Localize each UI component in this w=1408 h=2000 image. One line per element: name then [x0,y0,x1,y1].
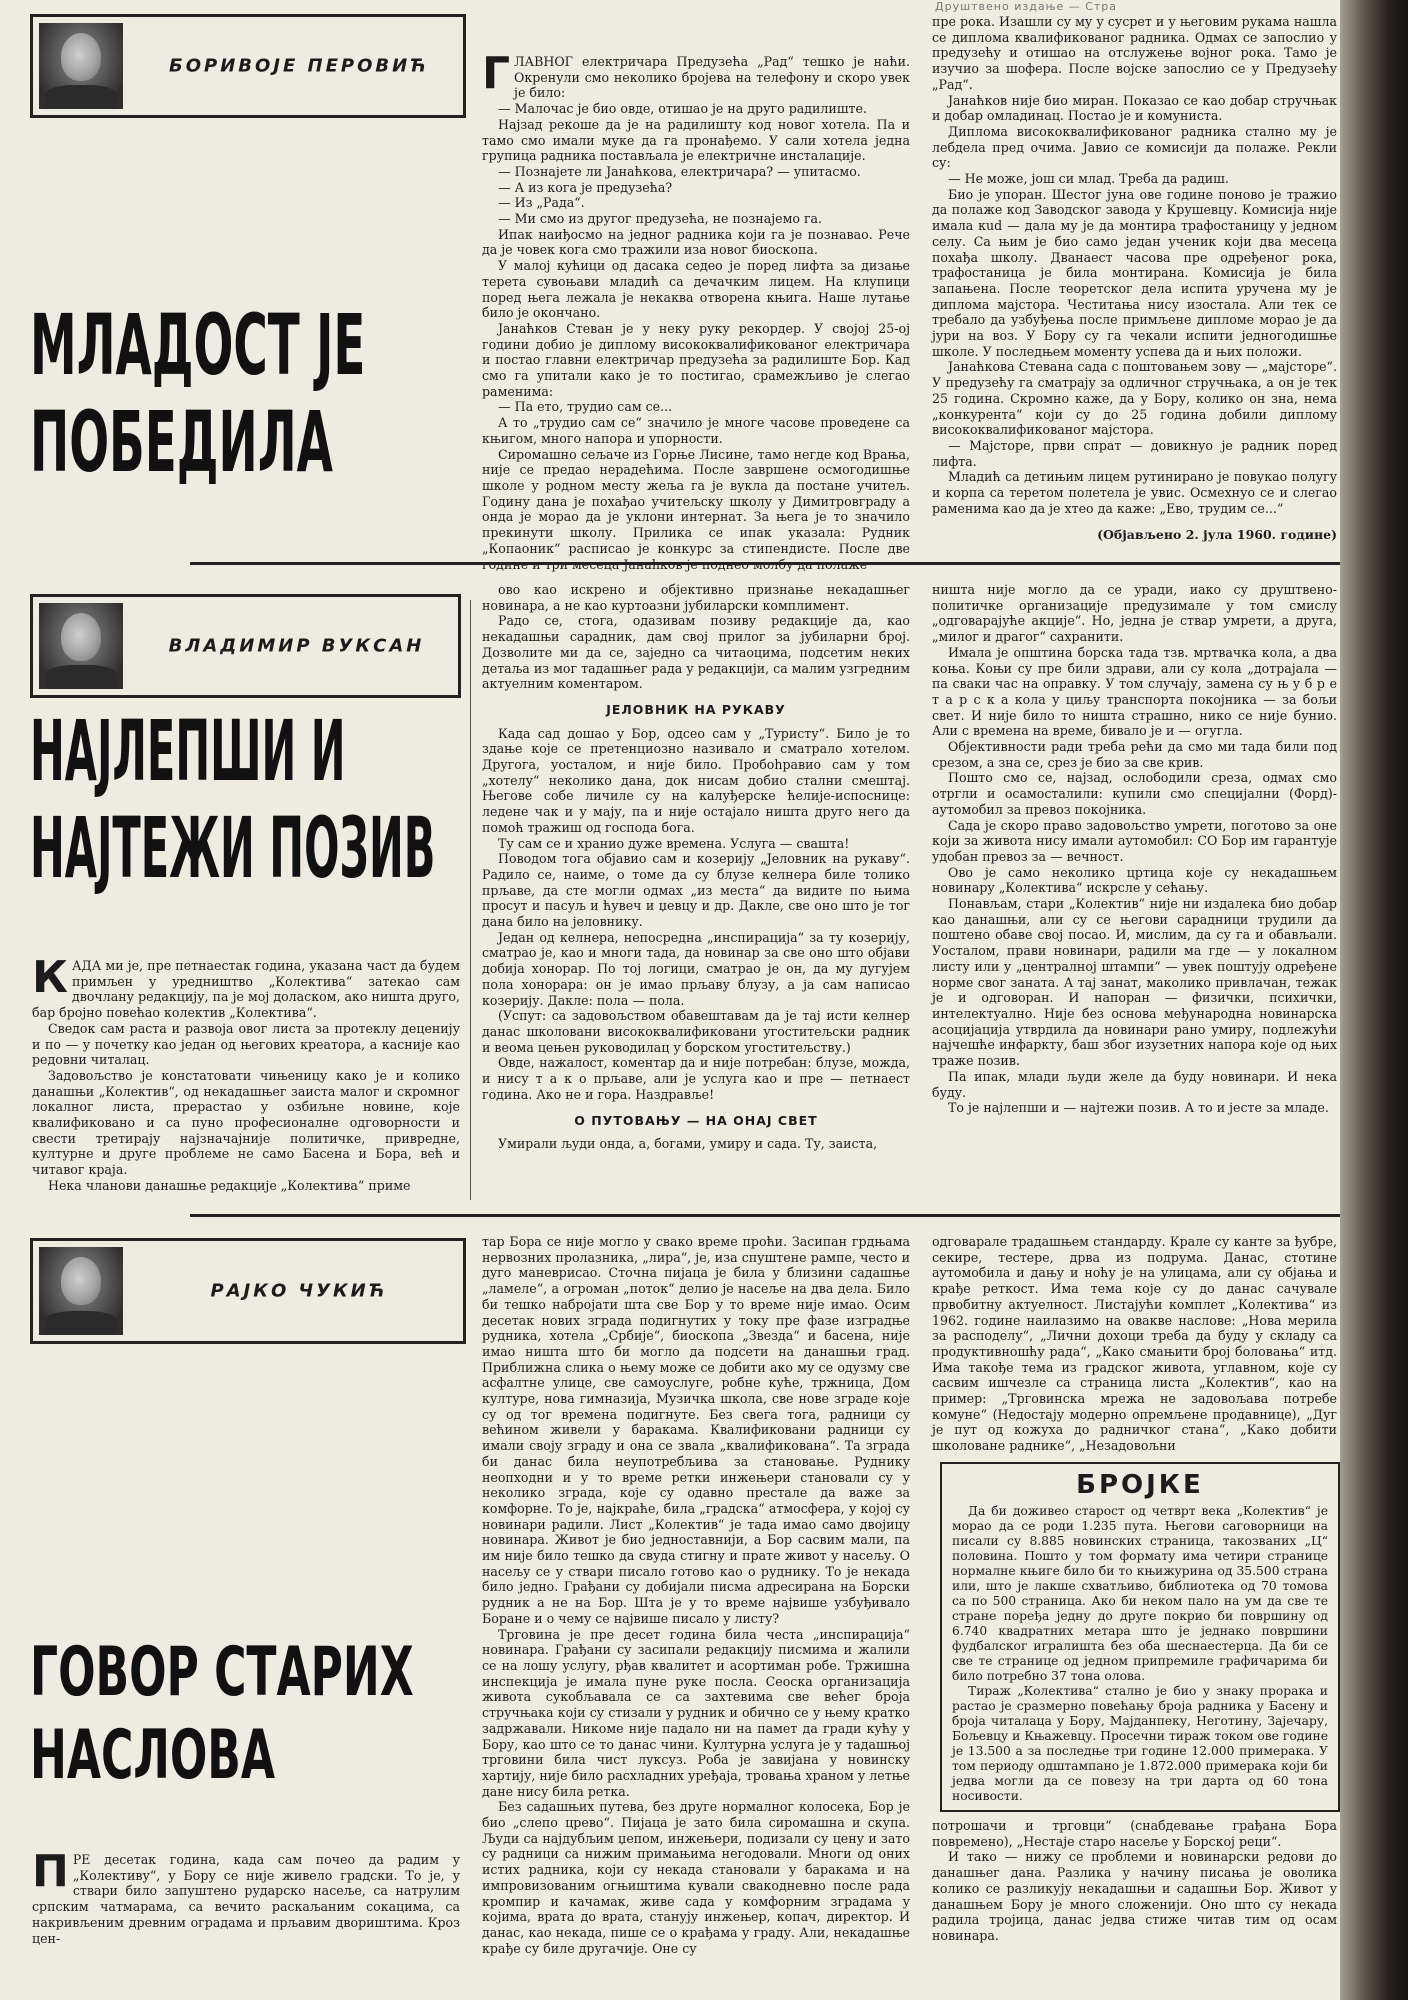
article-headline: НАЈЛЕПШИ И НАЈТЕЖИ ПОЗИВ [30,702,436,897]
author-name: БОРИВОЈЕ ПЕРОВИЋ [168,55,429,77]
author-box-cukic [30,1238,466,1344]
author-photo [39,603,123,689]
page-binding-edge [1340,0,1408,2000]
article-column: К АДА ми је, пре петнаестак година, указана част да будем примљен у уредништво „Колектива“ затекао сам двочлану редакцију, па је мој доласком, ако ништа друго, бар бројно повећао колектив „Колектива“. Сведок сам раста и развоја овог листа за протеклу деценију и по — у почетку као један од његових креатора, а касније као редовни читалац. Задовољство је констатовати чињеницу како је и колико данашњи „Колектив“, од некадашњег заиста малог и скромног локалног листа, прерастао у озбиљне новине, које квалификовано и са пуно професионалне одговорности и свести третирају најзначајније политичке, привредне, културне и друге проблеме не само Басена и Бора, већ и читавог краја. Нека чланови данашње редакције „Колектива“ приме [32,952,460,1193]
article-headline: МЛАДОСТ ЈЕ ПОБЕДИЛА [30,296,366,491]
column-divider [470,600,471,1200]
section-divider [190,562,1340,565]
box-title: БРОЈКЕ [1076,1470,1204,1500]
article-column: ово као искрено и објективно признање некадашњег новинара, а не као куртоазни јубиларски комплимент. Радо се, стога, одазивам позиву редакције да, као некадашњи сарадник, дам свој прилог за јубиларни број. Дозволите ми да се, заједно са читаоцима, подсетим неких детаља из мог тадашњег рада у редакцији, са малим узгредним актуелним коментаром. ЈЕЛОВНИК НА РУКАВУ Када сад дошао у Бор, одсео сам у „Туристу“. Било је то здање које се претенциозно називало и сматрало хотелом. Другога, уосталом, и није било. Пробоhравио сам у том „хотелу“ неколико дана, док нисам добио стални смештај. Његове собе личиле су на калуђерске ћелије-испоснице: ледене чак и у мају, па и није остајало ништа друго него да помоћ тражиш од господа бога. Ту сам се и хранио дуже времена. Услуга — сваштa! Поводом тога објавио сам и козерију „Јеловник на рукаву“. Радило се, наиме, о томе да су блузе келнера биле толико прљаве, да сте могли одмах „из места“ да видите по њима просут и пасуљ и ћувеч и џевцу и др. Дакле, све оно што је тог дана било на јеловнику. Један од келнера, непосредна „инспирација“ за ту козерију, сматрао је, као и многи тада, да новинар за све оно што објави добија хонорар. По тој логици, сматрао је он, да му дугујем пола хонорара: он је имао прљаву блузу, а ја сам написао козерију. Дакле: пола — пола. (Успут: са задовољством обавештавам да је тај исти келнер данас школовани висококвалификовани угоститељски радник и веома цењен руководилац у борском угоститељству.) Овде, нажалост, коментар да и није потребан: блузе, можда, и нису т а к о прљаве, али је услуга као и пре — петнаест година. Ако не и гора. Наздравље! О ПУТОВАЊУ — НА ОНАЈ СВЕТ Умирали људи онда, а, богами, умиру и сада. Ту, заиста, [482,582,910,1152]
article-column: пре рока. Изашли су му у сусрет и у његовим рукама нашла се диплома квалификованог радника. Одмах се запослио у предузећу и отишао на отслужење војног рока. Тамо је изучио за шофера. После војске запослио се у Предузећу „Рад“. Јанаћков није био миран. Показао се као добар стручњак и добар омладинац. Постао је и комуниста. Диплома висококвалификованог радника стално му је лебдела пред очима. Јавио се комисији да полаже. Рекли су: — Не може, још си млад. Треба да радиш. Био је упоран. Шестог јуна ове године поново је тражио да полаже код Заводског завода у Крушевцу. Комисија није имала кud — дала му је да монтира трафостаницу у једном селу. Са њим је био само један ученик који два месеца похађа школу. Дванаест часова пре одређеног рока, трафостаница је била монтирана. Комисија је била запањена. После теоретског дела испита уручена му је диплома мајстора. Честитања нису изостала. Али тек се требало да узбуђења после примљене дипломе морао је да јури на воз. У Бору су га чекали испити једногодишње школе. У последњем моменту успева да и њих положи. Јанаћкова Стевана сада с поштовањем зову — „мајсторе“. У предузећу га сматрају за одличног стручњака, а он је тек 25 година. Скромно каже, да у Бору, колико он зна, нема „конкурента“ који су до 25 година добили диплому висококвалификованог мајстора. — Мајсторе, први спрат — довикнуо је радник поред лифта. Младић са детињим лицем рутинирано је повукао полугу и корпа са теретом полетела је увис. Осмехнуо се и слегао раменима као да је хтео да каже: „Ево, трудим се...“ (Објављено 2. јула 1960. године) [932,14,1337,542]
publication-note: (Објављено 2. јула 1960. године) [1097,526,1337,542]
dropcap: К [32,952,68,1003]
article-column: ништа није могло да се уради, иако су друштвено-политичке организације предузимале у том смислу „одговарајуће акције“. Но, једна је ствар умрети, а друга, „милог и драгог“ сахранити. Имала је општина борска тада тзв. мртвачка кола, а два коња. Коњи су пре били здрави, али су кола „дотрајала — па сваки час на оправку. У том случају, замена су њ у б р е т а р с к а кола у циљу транспорта покојника — за бољи свет. И није било то ништа страшно, нико се није бунио. Али с времена на време, бивало је и — огугла. Објективности ради треба рећи да смо ми тада били под срезом, а зна се, срез је био за све крив. Пошто смо се, најзад, ослободили среза, одмах смо отргли и осамосталили: купили смо специјални (Форд)-аутомобил за превоз покојника. Сада је скоро право задовољство умрети, поготово за оне који за живота нису имали аутомобил: СО Бор им гарантује удобан превоз за — вечност. Ово је само неколико цртица које су некадашњем новинару „Колектива“ искрсле у сећању. Понављам, стари „Колектив“ није ни издалека био добар као данашњи, али су се његови сарадници трудили да поштено обаве свој посао. И, мислим, да су га и обављали. Уосталом, прави новинари, радили ма где — у локалном листу или у „централној штампи“ — увек поштују одређене норме свог занатa. А тај занат, маколико привлачан, тежак је и одговоран. И напоран — физички, психички, интелектуално. Није без основа међународна новинарска асоцијација утврдила да новинари рано умиру, подлежући најчешће инфаркту, баш због изузетних напора које од њих траже позив. Па ипак, млади људи желе да буду новинари. И нека буду. То је најлепши и — најтежи позив. А то и јесте за младе. [932,582,1337,1116]
author-photo [39,23,123,109]
article-headline: ГОВОР СТАРИХ НАСЛОВА [30,1633,414,1796]
stats-box [940,1462,1340,1812]
article-column: тар Бора се није могло у свако време проћи. Засипан грдњама нервозних пролазника, „лира“, је, иза спуштене рампе, често и дуго маневрисао. Сточна пијаца је била у близини садашње „ламеле“, а огроман „поток“ делио је насеље на два дела. Било би тешко набројати шта све Бор у то време није имао. Осим десетак нових зграда подигнутих у току пре фазе изградње рудника, хотела „Србије“, биоскопа „Звезда“ и басена, није имао ништа што би могло да подсети на данашњи град. Приближна слика о њему може се добити ако му се одузму све асфалтне улице, све самоуслуге, робне куће, тржница, Дом културе, нова гимназија, Музичка школа, све нове зграде које су од тог времена подигнуте. Без свега тога, радници су већином живели у баракама. Квалификовани радници су имали своју зграду и она се звала „квалификована“. Та зграда би данас била неупотребљива за становање. Руднику неопходни и у то време ретки инжењери становали су у неколико зграда, које су одавно престале да важе за комфорне. То је, најкраће, била „градска“ атмосфера, у којој су новинари радили. Лист „Колектив“ је тада имао само двојицу новинара. Живот је био једноставнији, а Бор сасвим мали, па им није било тешко да свуда стигну и прате живот у насељу. О насељу се у ствари писало готово као о руднику. То је некада било једно. Грађани су добијали писма адресирана на Борски рудник а не на Бор. Шта је у то време највише узбуђивало Боране и о чему се највише писало у листу? Трговина је пре десет година била честа „инспирација“ новинара. Грађани су засипали редакцију писмима и жалили се на лошу услугу, рђав квалитет и асортиман робе. Тржишна инспекција је имала пуне руке посла. Сеоска организација живота сукобљавала се са захтевима све већег броја стручњака који су стизали у рудник и обично се у њему кратко задржавали. Никоме није падало ни на памет да гради кућу у Бору, као што се то данас чини. Културна услуга је у тадашњој трговини била чист луксуз. Роба је завијана у новинску хартију, није било расхладних уређаја, тровања храном у летње дане нису била ретка. Без садашњих путева, без друге нормалног колосека, Бор је био „слепо црево“. Пијаца је зато била сиромашна и скупа. Људи са најдубљим џепом, инжењери, подизали су цену и зато су радници са нижим примањима негодовали. Многи од оних истих радника, који су некада становали у баракама и на импровизованим огњиштима кували свакодневно после рада кромпир и качамак, живе сада у комфорним зградама у којима, врата до врата, станују инжењер, копач, директор. И данас, као некада, пише се о крађама у граду. Али, некадашње крађе су биле другачије. Оне су [482,1234,910,1956]
subheading: О ПУТОВАЊУ — НА ОНАЈ СВЕТ [574,1112,818,1128]
author-name: ВЛАДИМИР ВУКСАН [168,635,425,657]
box-text: Да би доживео старост од четврт века „Колектив“ је морао да се роди 1.235 пута. Његови саговорници на писали су 8.885 новинских страница, такозваних „Ц“ половина. Пошто у том формату има четири странице нормалне књиге било би то књижурина од 35.500 страна или, што је лакше схватљиво, библиотека од 70 томова са по 500 страница. Ако би неком пало на ум да све те стране поређа једну до друге покрио би површину од 6.740 квадратних метара што је једнако површини фудбалског игралишта без оба шеснаестерца. Да би се све те странице од једном припремиле графичарима би било потребно 37 тона олова. Тираж „Колектива“ стално је био у знаку прорака и растао је сразмерно повећању броја радника у Басену и броја читалаца у Бору, Мајданпеку, Неготину, Зајечару, Бољевцу и Књажевцу. Просечни тираж током ове године је 13.500 а за последње три године 12.000 примерака. У том периоду одштампано је 1.872.000 примерака који би једва могли да се повезу на три дарта од 60 тона носивости. [952,1504,1328,1803]
author-photo [39,1247,123,1335]
author-box-perovic [30,14,466,118]
author-name: РАЈКО ЧУКИЋ [210,1280,388,1302]
section-divider [190,1214,1340,1217]
dropcap: П [32,1846,69,1897]
subheading: ЈЕЛОВНИК НА РУКАВУ [606,701,786,717]
top-strip-text: Друштвено издање — Стра [935,0,1118,13]
article-column: потрошачи и трговци“ (снабдевање грађана Бора повремено), „Нестаје старо насеље у Борској реци“. И тако — нижу се проблеми и новинарски редови до данашњег дана. Разлика у начину писања је оволика колико се разликују некадашњи и садашњи Бор. Живот у данашњем Бору је много сложенији. Оно што су некада радила тројица, данас једва стиже читав тим од осам новинара. [932,1818,1337,1943]
article-column: одговарале традашњем стандарду. Крале су канте за ђубре, секире, тестере, дрва из подрума. Данас, стотине аутомобила и дању и ноћу је на улицама, али су објањa и крађе реткост. Има тема које су до данас сачувале првобитну актуелност. Листајући комплет „Колектива“ из 1962. године наилазимо на овакве наслове: „Нова мерила за расподелу“, „Лични дохоци треба да буду у складу са продуктивношћу рада“, „Како смањити број боловања“ итд. Има такође тема из градског живота, углавном, које су сасвим ишчезле са страница листа „Колектив“, као на пример: „Трговинска мрежа не задовољава потребе комуне“ (Недостају модерно опремљене продавнице), „Дуг је пут од кожуха до радничког стана“, „Како добити школоване раднике“, „Незадовољни [932,1234,1337,1454]
article-column: П РЕ десетак година, када сам почео да радим у „Колективу“, у Бору се није живело градски. То је, у ствари било запуштено рударско насеље, са натрулим српским чатмарама, са вечито раскаљаним сокацима, са накривљеним древним оградама и прљавим двориштима. Кроз цен- [32,1846,460,1946]
dropcap: Г [482,48,511,99]
article-column: Г ЛАВНОГ електричара Предузећа „Рад“ тешко је наћи. Окренули смо неколико бројева на телефону и скоро увек је било: — Малочас је био овде, отишао је на друго радилиште. Најзад рекоше да је на радилишту код новог хотела. Па и тамо смо имали муке да га пронађемо. У сали хотела једна групица радника постављала је електричне инсталације. — Познајете ли Јанаћкова, електричара? — упитасмо. — А из кога је предузећа? — Из „Рада“. — Ми смо из другог предузећа, не познајемо га. Ипак наиђосмо на једног радника који га је познавао. Рече да је човек кога смо тражили иза новог биоскопа. У малој кућици од дасака седео је поред лифта за дизање терета сувоњави младић са дечачким лицем. На клупици поред њега лежала је некаква отворена књига. Наше лутање било је окончано. Јанаћков Стеван је у неку руку рекордер. У својој 25-ој години добио је диплому висококвалификованог електричара и постао главни електричар предузећа за радилиште Бор. Кад смо га упитали како је то постигао, срамежљиво је слегао раменима: — Па ето, трудио сам се... А то „трудио сам се“ значило је многе часове проведене са књигом, много напора и упорности. Сиромашно сељаче из Горње Лисине, тамо негде код Врања, није се предао нерадећима. После завршене осмогодишње школе у родном месту жеља га је вукла да постане учитељ. Годину дана је похађао учитељску школу у Димитровграду а онда је морао да је уклони интернат. За њега је то значило прекинути школу. Прилика се ипак указала: Рудник „Копаоник“ расписао је конкурс за стипендисте. После две године и три месеца Јанаћков је поднео молбу да полаже [482,48,910,572]
author-box-vuksan [30,594,461,698]
